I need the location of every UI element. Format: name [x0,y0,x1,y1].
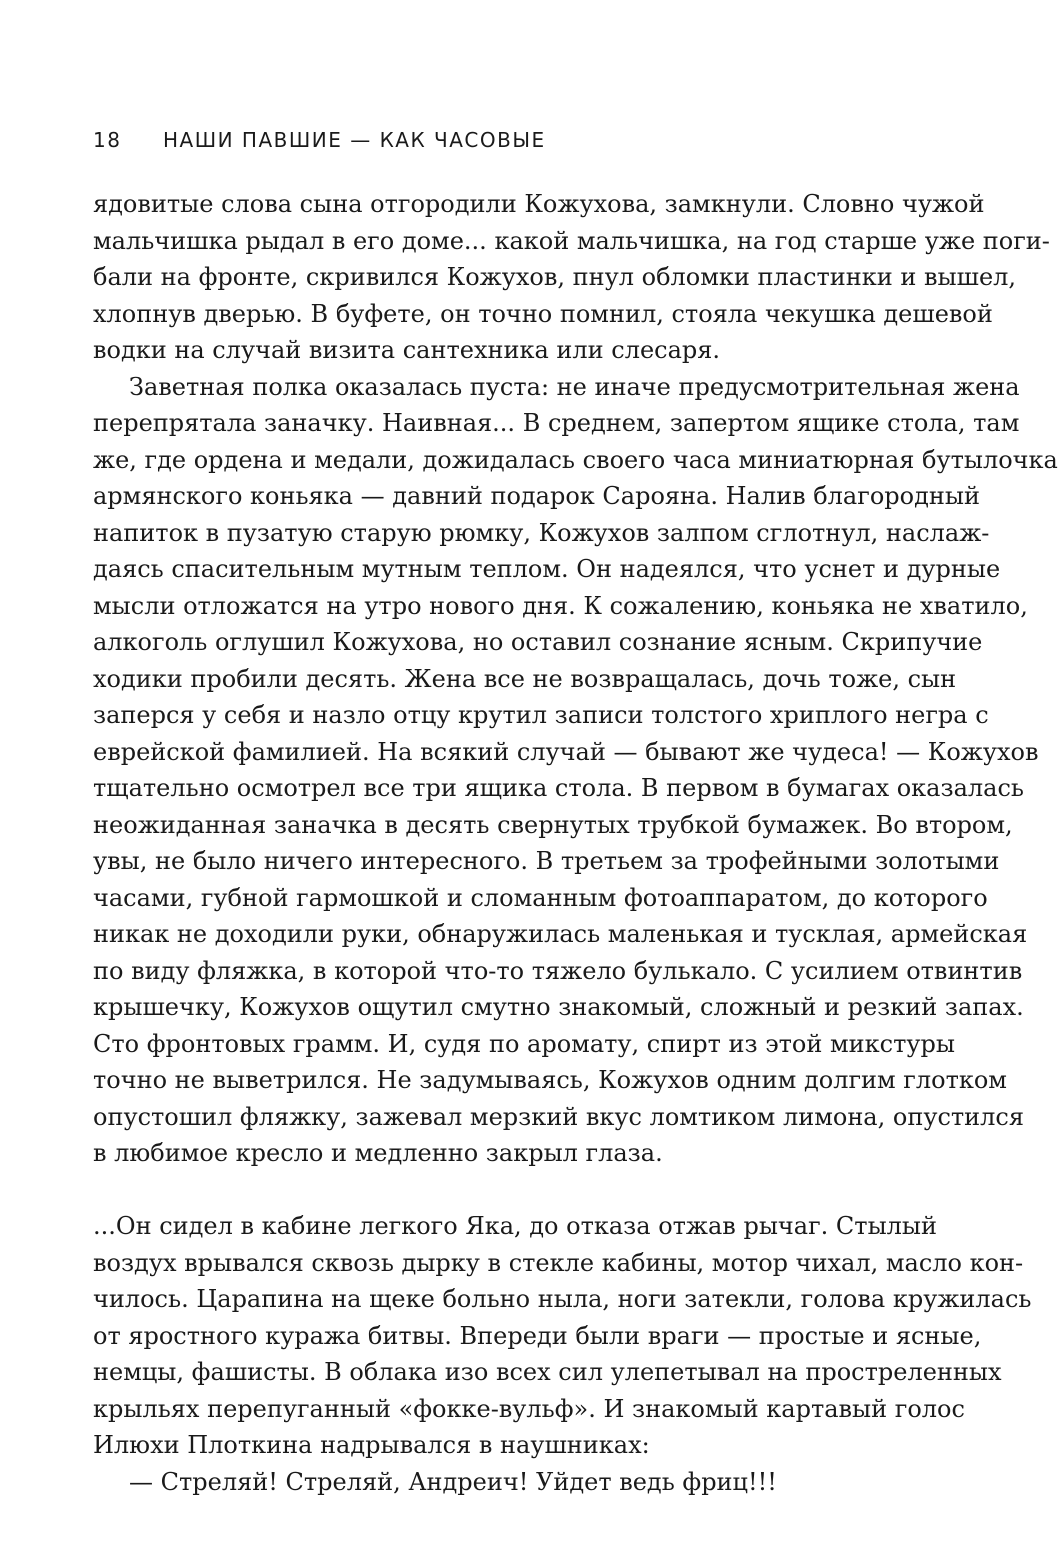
text-line: алкоголь оглушил Кожухова, но оставил сознание ясным. Скрипучие [93,628,983,656]
paragraph [93,1208,1032,1464]
running-title: НАШИ ПАВШИЕ — КАК ЧАСОВЫЕ [163,128,546,152]
text-line: воздух врывался сквозь дырку в стекле кабины, мотор чихал, масло кон- [93,1248,1024,1277]
text-line: хлопнув дверью. В буфете, он точно помнил, стояла чекушка дешевой [93,299,993,328]
body-text [93,186,1058,1500]
text-line: напиток в пузатую старую рюмку, Кожухов залпом сглотнул, наслаж- [93,518,990,547]
text-line: же, где ордена и медали, дожидалась своего часа миниатюрная бутылочка [93,445,1058,474]
dialogue-paragraph [93,1464,917,1501]
text-line: в любимое кресло и медленно закрыл глаза. [93,1139,663,1167]
text-line: по виду фляжка, в которой что-то тяжело булькало. С усилием отвинтив [93,956,1023,985]
text-line: Илюхи Плоткина надрывался в наушниках: [93,1431,650,1459]
text-line: от яростного куража битвы. Впереди были враги — простые и ясные, [93,1321,982,1350]
text-line: точно не выветрился. Не задумываясь, Кожухов одним долгим глотком [93,1066,1007,1094]
text-line: Сто фронтовых грамм. И, судя по аромату, спирт из этой микстуры [93,1029,955,1058]
text-line: чилось. Царапина на щеке больно ныла, ноги затекли, голова кружилась [93,1285,1032,1313]
text-line: часами, губной гармошкой и сломанным фотоаппаратом, до которого [93,883,988,912]
text-line: ходики пробили десять. Жена все не возвращалась, дочь тоже, сын [93,664,957,693]
text-line: заперся у себя и назло отцу крутил записи толстого хриплого негра с [93,701,989,729]
text-line: немцы, фашисты. В облака изо всех сил улепетывал на простреленных [93,1358,1002,1386]
text-line: мысли отложатся на утро нового дня. К сожалению, коньяка не хватило, [93,591,1028,620]
text-line: никак не доходили руки, обнаружилась маленькая и тусклая, армейская [93,920,1028,948]
text-line: Заветная полка оказалась пуста: не иначе предусмотрительная жена [129,372,1020,401]
text-line: тщательно осмотрел все три ящика стола. В первом в бумагах оказалась [93,774,1024,802]
text-line: крыльях перепуганный «фокке-вульф». И знакомый картавый голос [93,1394,965,1423]
text-line: опустошил фляжку, зажевал мерзкий вкус ломтиком лимона, опустился [93,1102,1024,1131]
page-number: 18 [93,128,122,152]
paragraph [93,186,1050,369]
text-line: мальчишка рыдал в его доме... какой мальчишка, на год старше уже поги- [93,226,1050,255]
text-line: водки на случай визита сантехника или слесаря. [93,336,721,364]
text-line: ...Он сидел в кабине легкого Яка, до отказа отжав рычаг. Стылый [93,1212,938,1240]
running-header [93,128,546,152]
text-line: крышечку, Кожухов ощутил смутно знакомый, сложный и резкий запах. [93,993,1024,1021]
text-line: неожиданная заначка в десять свернутых трубкой бумажек. Во втором, [93,810,1013,839]
text-line: даясь спасительным мутным теплом. Он надеялся, что уснет и дурные [93,555,1001,583]
text-line: увы, не было ничего интересного. В третьем за трофейными золотыми [93,847,1000,875]
text-line: бали на фронте, скривился Кожухов, пнул обломки пластинки и вышел, [93,263,1017,291]
text-line: ядовитые слова сына отгородили Кожухова, замкнули. Словно чужой [93,190,985,218]
text-line: еврейской фамилией. На всякий случай — бывают же чудеса! — Кожухов [93,737,1039,766]
text-line: перепрятала заначку. Наивная... В среднем, запертом ящике стола, там [93,409,1020,437]
text-line: армянского коньяка — давний подарок Сарояна. Налив благородный [93,482,980,510]
paragraph [93,369,1058,1172]
text-line: — Стреляй! Стреляй, Андреич! Уйдет ведь фриц!!! [129,1467,777,1496]
section-break [93,1172,917,1209]
